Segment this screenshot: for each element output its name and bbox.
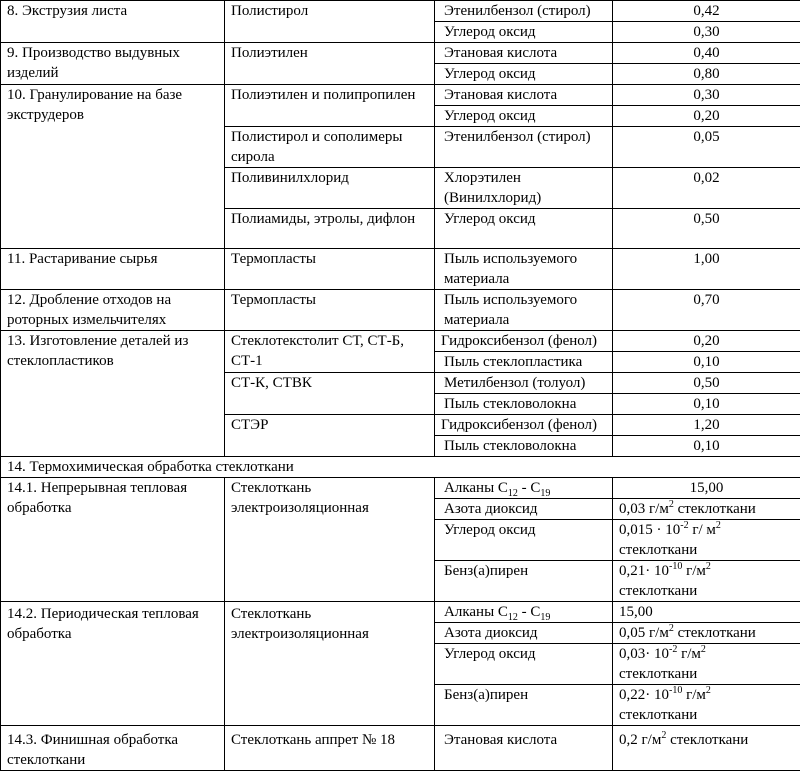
substance-cell: Углерод оксид xyxy=(435,520,613,561)
value-cell: 0,42 xyxy=(613,1,800,22)
material-cell: Стеклоткань аппрет № 18 xyxy=(225,726,435,771)
table-row xyxy=(1,602,800,623)
substance-cell: Хлорэтилен (Винилхлорид) xyxy=(435,168,613,209)
process-cell: 12. Дробление отходов на роторных измельчителях xyxy=(1,290,225,331)
material-cell: Полистирол и сополимеры сирола xyxy=(225,127,435,168)
value-cell: 15,00 xyxy=(613,602,800,623)
value-cell: 0,40 xyxy=(613,43,800,64)
value-cell: $0,015 \cdot 10^{-2}$ г/ $м^2$ стеклоткани xyxy=(613,520,800,561)
process-cell: 8. Экструзия листа xyxy=(1,1,225,43)
value-cell: 0,30 xyxy=(613,22,800,43)
material-cell: Стеклоткань электроизоляционная xyxy=(225,478,435,602)
material-cell: Стеклоткань электроизоляционная xyxy=(225,602,435,726)
material-cell: Термопласты xyxy=(225,249,435,290)
substance-cell: Углерод оксид xyxy=(435,106,613,127)
value-cell: 0,70 xyxy=(613,290,800,331)
process-cell: 14.2. Периодическая тепловая обработка xyxy=(1,602,225,726)
substance-cell: Азота диоксид xyxy=(435,623,613,644)
substance-cell: Метилбензол (толуол) xyxy=(435,373,613,394)
value-cell: 0,02 xyxy=(613,168,800,209)
material-cell: СТ-К, СТВК xyxy=(225,373,435,415)
value-cell: 0,10 xyxy=(613,436,800,457)
table-row xyxy=(1,457,800,478)
material-cell: Поливинилхлорид xyxy=(225,168,435,209)
value-cell: 0,30 xyxy=(613,85,800,106)
value-cell: 0,2 $г/м^2$ стеклоткани xyxy=(613,726,800,771)
value-cell: 1,00 xyxy=(613,249,800,290)
material-cell: Полистирол xyxy=(225,1,435,43)
table-row xyxy=(1,43,800,64)
substance-cell: Гидроксибензол (фенол) xyxy=(435,415,613,436)
substance-cell: Углерод оксид xyxy=(435,644,613,685)
value-cell: 15,00 xyxy=(613,478,800,499)
material-cell: Полиэтилен xyxy=(225,43,435,85)
substance-cell: Этановая кислота xyxy=(435,85,613,106)
section-header-cell: 14. Термохимическая обработка стеклоткани xyxy=(1,457,800,478)
process-cell: 14.3. Финишная обработка стеклоткани xyxy=(1,726,225,771)
material-cell: Полиамиды, этролы, дифлон xyxy=(225,209,435,249)
process-cell: 11. Растаривание сырья xyxy=(1,249,225,290)
substance-cell: Пыль стекловолокна xyxy=(435,436,613,457)
substance-cell: Этенилбензол (стирол) xyxy=(435,1,613,22)
substance-cell: Гидроксибензол (фенол) xyxy=(435,331,613,352)
substance-cell: Алканы $C_{12} - C_{19}$ xyxy=(435,478,613,499)
table-row xyxy=(1,726,800,771)
process-cell: 10. Гранулирование на базе экструдеров xyxy=(1,85,225,249)
value-cell: $0,22\cdot 10^{-10}$ $г/м^2$ стеклоткани xyxy=(613,685,800,726)
substance-cell: Бенз(а)пирен xyxy=(435,685,613,726)
value-cell: 0,05 xyxy=(613,127,800,168)
material-cell: Термопласты xyxy=(225,290,435,331)
substance-cell: Углерод оксид xyxy=(435,64,613,85)
substance-cell: Этановая кислота xyxy=(435,43,613,64)
value-cell: 0,05 $г/м^2$ стеклоткани xyxy=(613,623,800,644)
table-row xyxy=(1,478,800,499)
table-row xyxy=(1,249,800,290)
value-cell: $0,03\cdot 10^{-2}$ $г/м^2$ стеклоткани xyxy=(613,644,800,685)
table-row xyxy=(1,331,800,352)
substance-cell: Пыль используемого материала xyxy=(435,249,613,290)
value-cell: 0,20 xyxy=(613,331,800,352)
value-cell: 0,50 xyxy=(613,209,800,249)
value-cell: 1,20 xyxy=(613,415,800,436)
material-cell: СТЭР xyxy=(225,415,435,457)
table-row xyxy=(1,85,800,106)
value-cell: $0,21\cdot 10^{-10}$ $г/м^2$ стеклоткани xyxy=(613,561,800,602)
substance-cell: Алканы $C_{12} - C_{19}$ xyxy=(435,602,613,623)
substance-cell: Углерод оксид xyxy=(435,209,613,249)
value-cell: 0,10 xyxy=(613,394,800,415)
table-row xyxy=(1,290,800,331)
process-cell: 14.1. Непрерывная тепловая обработка xyxy=(1,478,225,602)
material-cell: Полиэтилен и полипропилен xyxy=(225,85,435,127)
substance-cell: Этановая кислота xyxy=(435,726,613,771)
substance-cell: Пыль стекловолокна xyxy=(435,394,613,415)
substance-cell: Этенилбензол (стирол) xyxy=(435,127,613,168)
value-cell: 0,80 xyxy=(613,64,800,85)
substance-cell: Азота диоксид xyxy=(435,499,613,520)
value-cell: 0,50 xyxy=(613,373,800,394)
substance-cell: Пыль используемого материала xyxy=(435,290,613,331)
value-cell: 0,20 xyxy=(613,106,800,127)
process-cell: 13. Изготовление деталей из стеклопластиков xyxy=(1,331,225,457)
value-cell: 0,03 $г/м^2$ стеклоткани xyxy=(613,499,800,520)
substance-cell: Бенз(а)пирен xyxy=(435,561,613,602)
value-cell: 0,10 xyxy=(613,352,800,373)
substance-cell: Углерод оксид xyxy=(435,22,613,43)
material-cell: Стеклотекстолит СТ, СТ-Б, СТ-1 xyxy=(225,331,435,373)
substance-cell: Пыль стеклопластика xyxy=(435,352,613,373)
table-row xyxy=(1,1,800,22)
process-cell: 9. Производство выдувных изделий xyxy=(1,43,225,85)
